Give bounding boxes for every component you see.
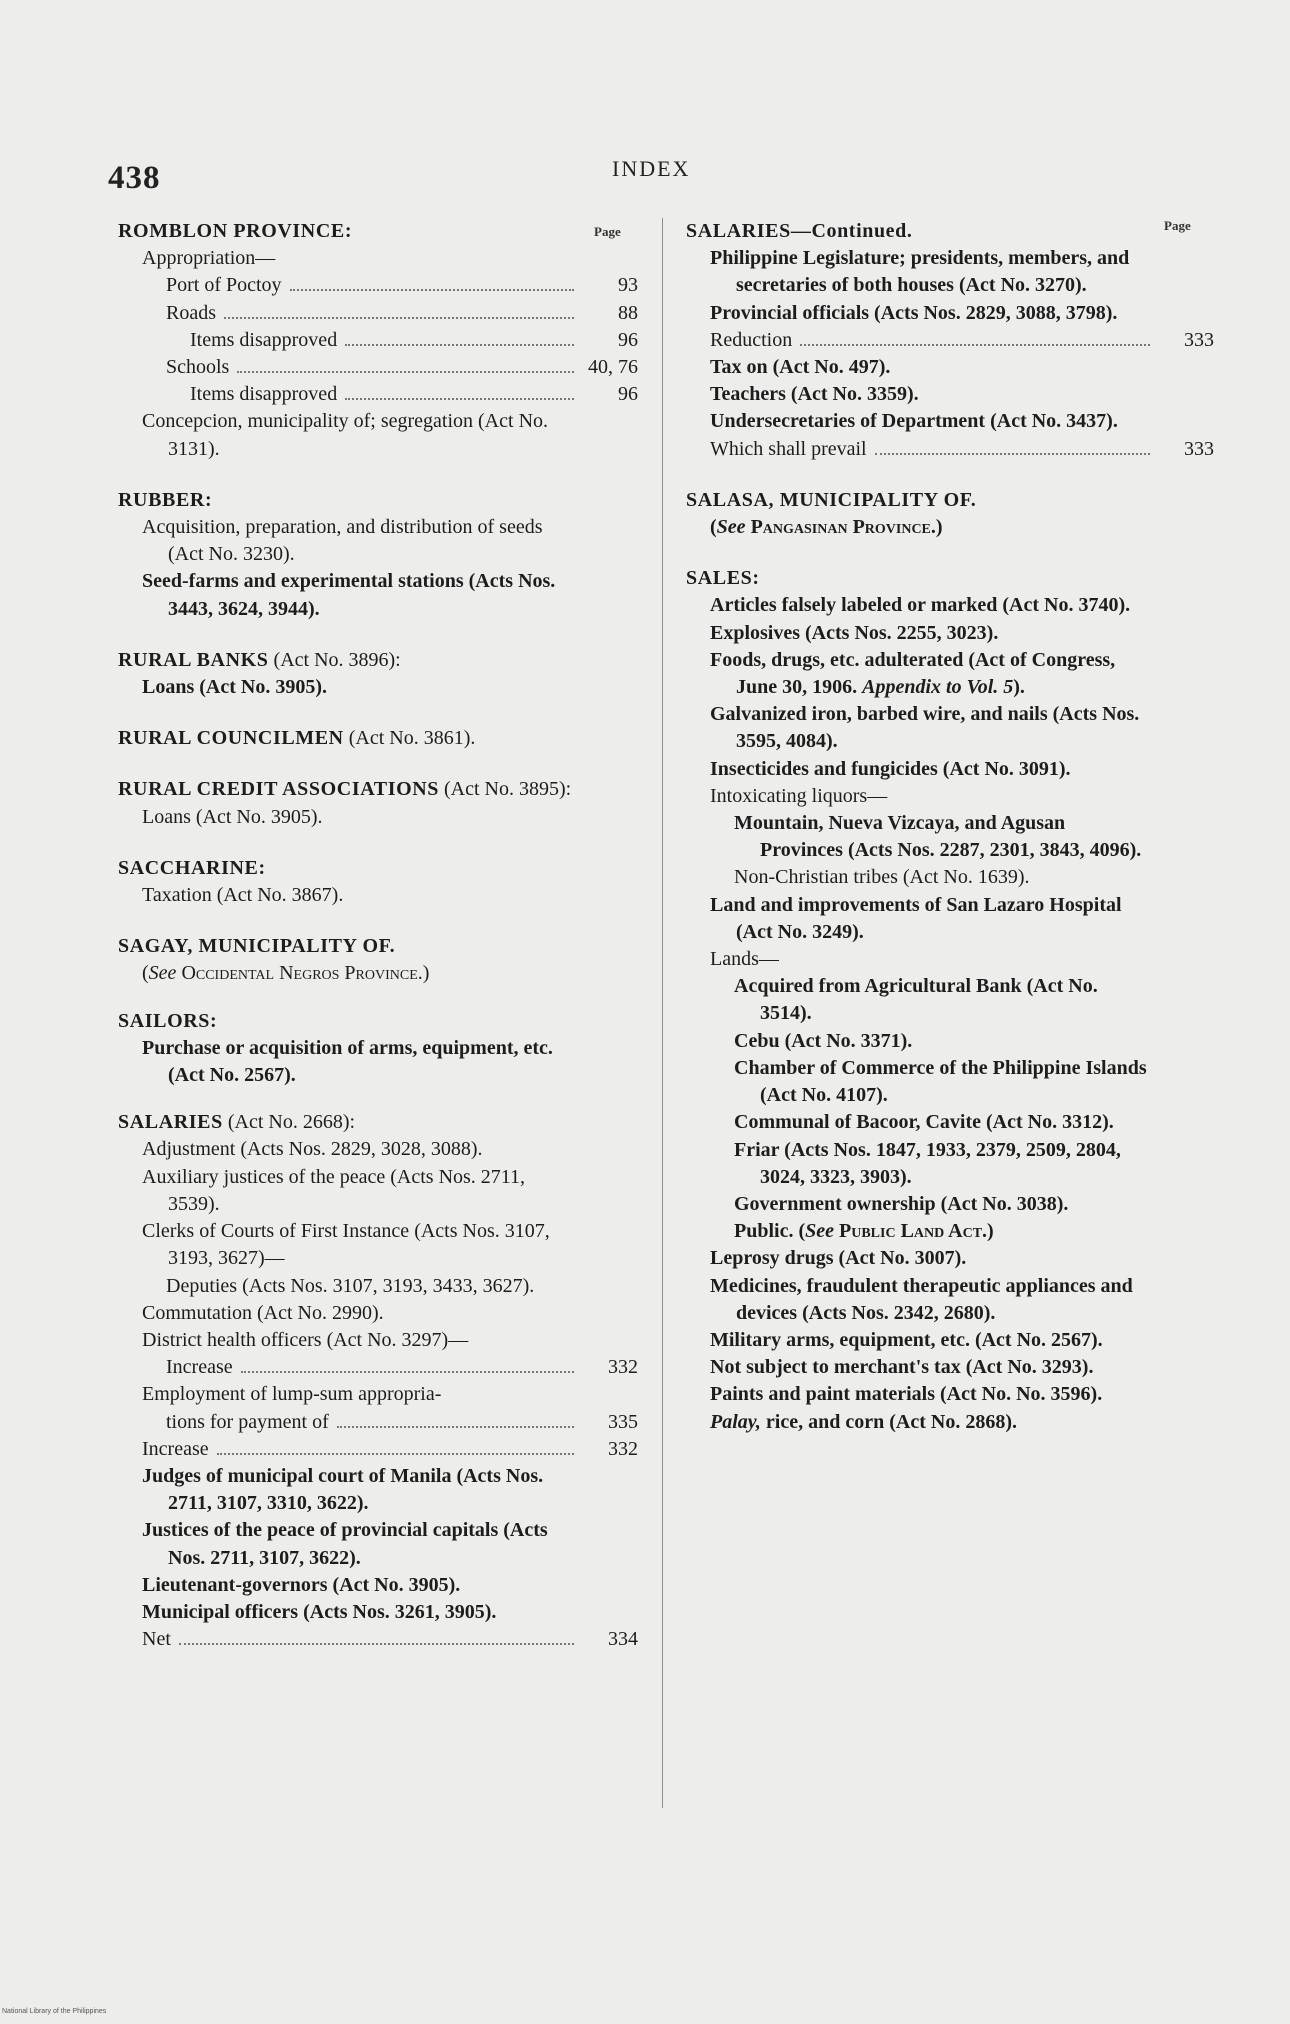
entry-communal-bacoor: Communal of Bacoor, Cavite (Act No. 3312). <box>734 1111 1114 1134</box>
entry-palay <box>686 1409 1214 1436</box>
entry-public: Public. (See Public Land Act.) <box>734 1220 994 1243</box>
entry-port-poctoy <box>118 272 638 299</box>
entry-land-san-lazaro: Land and improvements of San Lazaro Hospital (Act No. 3249). <box>710 893 1122 943</box>
leader-dots <box>337 1426 574 1428</box>
see-word: See <box>805 1220 835 1243</box>
heading-salaries <box>118 1109 638 1136</box>
entry-text: Increase <box>166 1356 233 1379</box>
entry-intoxicating-liquors: Intoxicating liquors— <box>710 784 888 807</box>
entry-chamber-of-commerce: Chamber of Commerce of the Philippine Islands (Act No. 4107). <box>734 1056 1147 1107</box>
entry-judges: Judges of municipal court of Manila (Acts Nos. 2711, 3107, 3310, 3622). <box>142 1464 544 1515</box>
heading-tail: (Act No. 3896): <box>268 648 401 671</box>
page-ref: 334 <box>608 1628 638 1651</box>
page-ref: 96 <box>618 328 638 351</box>
right-column <box>686 218 1214 1436</box>
entry-text: Reduction <box>710 328 793 351</box>
entry-undersecretaries: Undersecretaries of Department (Act No. 3437). <box>710 410 1118 433</box>
page-ref: 335 <box>608 1410 638 1433</box>
entry-commutation: Commutation (Act No. 2990). <box>142 1301 384 1324</box>
entry-merchants-tax: Not subject to merchant's tax (Act No. 3293). <box>710 1356 1094 1379</box>
entry-text: tions for payment of <box>166 1410 329 1433</box>
entry-roads <box>118 300 638 327</box>
entry-rubber-seed-farms: Seed-farms and experimental stations (Acts Nos. 3443, 3624, 3944). <box>142 570 556 620</box>
entry-concepcion: Concepcion, municipality of; segregation (Act No. 3131). <box>142 410 549 460</box>
leader-dots <box>179 1643 574 1645</box>
entry-text: Increase <box>142 1437 209 1460</box>
entry-government-ownership: Government ownership (Act No. 3038). <box>734 1192 1069 1215</box>
leader-dots <box>224 317 574 319</box>
paren-open: ( <box>142 962 149 985</box>
entry-provincial-officials: Provincial officials (Acts Nos. 2829, 3088, 3798). <box>710 301 1118 324</box>
page-ref: 332 <box>608 1437 638 1460</box>
paren-close: ) <box>935 516 943 539</box>
heading-sagay: SAGAY, MUNICIPALITY OF. <box>118 935 396 958</box>
entry-salasa-see <box>686 514 1214 541</box>
entry-employment: Employment of lump-sum appropria- <box>142 1383 442 1406</box>
entry-sailors-purchase: Purchase or acquisition of arms, equipment, etc. (Act No. 2567). <box>142 1036 553 1087</box>
entry-cebu: Cebu (Act No. 3371). <box>734 1029 913 1052</box>
heading-rural-banks <box>118 647 638 674</box>
entry-municipal-officers: Municipal officers (Acts Nos. 3261, 3905). <box>142 1600 497 1623</box>
page-column-label-left: Page <box>594 224 621 239</box>
leader-dots <box>290 289 574 291</box>
entry-galvanized-iron: Galvanized iron, barbed wire, and nails (Acts Nos. 3595, 4084). <box>710 703 1140 753</box>
page-ref: 333 <box>1184 328 1214 351</box>
entry-lands: Lands— <box>710 948 779 971</box>
entry-insecticides: Insecticides and fungicides (Act No. 3091). <box>710 757 1071 780</box>
entry-rubber-acquisition: Acquisition, preparation, and distribution of seeds (Act No. 3230). <box>142 516 543 566</box>
entry-increase <box>118 1436 638 1463</box>
heading-text: RURAL CREDIT ASSOCIATIONS <box>118 778 440 801</box>
paren-open: ( <box>710 516 717 539</box>
entry-articles-falsely-labeled: Articles falsely labeled or marked (Act No. 3740). <box>710 594 1131 617</box>
entry-appropriation: Appropriation— <box>142 247 276 270</box>
entry-increase <box>118 1354 638 1381</box>
heading-salasa: SALASA, MUNICIPALITY OF. <box>686 488 977 511</box>
cross-reference-link[interactable]: Pangasinan Province. <box>750 516 936 539</box>
leader-dots <box>345 398 574 400</box>
entry-text: Items disapproved <box>190 328 338 351</box>
entry-auxiliary-justices: Auxiliary justices of the peace (Acts Nos. 2711, 3539). <box>142 1165 526 1215</box>
heading-saccharine: SACCHARINE: <box>118 856 266 879</box>
entry-justices: Justices of the peace of provincial capitals (Acts Nos. 2711, 3107, 3622). <box>142 1519 548 1569</box>
leader-dots <box>237 371 574 373</box>
entry-deputies: Deputies (Acts Nos. 3107, 3193, 3433, 3627). <box>166 1274 535 1297</box>
entry-tax-on: Tax on (Act No. 497). <box>710 356 891 379</box>
entry-leprosy-drugs: Leprosy drugs (Act No. 3007). <box>710 1247 967 1270</box>
entry-non-christian-tribes: Non-Christian tribes (Act No. 1639). <box>734 866 1030 889</box>
entry-items-disapproved <box>118 327 638 354</box>
cross-reference-link[interactable]: Occidental Negros Province. <box>181 962 423 985</box>
entry-net <box>118 1626 638 1653</box>
entry-text: Net <box>142 1628 171 1651</box>
scan-footer: National Library of the Philippines <box>2 2008 107 2015</box>
leader-dots <box>800 344 1150 346</box>
page-number: 438 <box>108 160 161 196</box>
see-word: See <box>716 516 746 539</box>
entry-rural-banks-loans: Loans (Act No. 3905). <box>142 676 327 699</box>
heading-text: SALARIES <box>118 1111 223 1134</box>
entry-clerks: Clerks of Courts of First Instance (Acts Nos. 3107, 3193, 3627)— <box>142 1220 550 1270</box>
heading-romblon: ROMBLON PROVINCE: <box>118 220 353 242</box>
page-ref: 93 <box>618 274 638 297</box>
heading-sailors: SAILORS: <box>118 1009 218 1032</box>
see-word: See <box>148 962 177 985</box>
entry-text: Which shall prevail <box>710 437 867 460</box>
entry-text: Foods, drugs, etc. adulterated (Act of Congress, June 30, 1906. <box>710 648 1116 699</box>
heading-tail: (Act No. 3895): <box>439 778 572 801</box>
entry-teachers: Teachers (Act No. 3359). <box>710 383 919 406</box>
paren-close: ) <box>422 962 430 985</box>
leader-dots <box>241 1371 574 1373</box>
heading-text: RURAL BANKS <box>118 648 269 671</box>
heading-rural-councilmen <box>118 725 638 752</box>
entry-text: Schools <box>166 356 230 379</box>
entry-text: Public. <box>734 1220 794 1243</box>
page-ref: 40, 76 <box>588 356 638 379</box>
entry-text: Port of Poctoy <box>166 274 282 297</box>
entry-rural-credit-loans: Loans (Act No. 3905). <box>142 805 323 828</box>
entry-sagay-see <box>118 960 638 987</box>
cross-reference-link[interactable]: Public Land Act. <box>839 1220 988 1243</box>
column-divider <box>662 218 663 1808</box>
entry-explosives: Explosives (Acts Nos. 2255, 3023). <box>710 621 999 644</box>
entry-employment-cont <box>118 1409 638 1436</box>
running-head: INDEX <box>612 156 691 181</box>
entry-adjustment: Adjustment (Acts Nos. 2829, 3028, 3088). <box>142 1138 483 1161</box>
heading-rural-credit <box>118 776 638 803</box>
entry-which-shall-prevail <box>686 436 1214 463</box>
page-ref: 88 <box>618 301 638 324</box>
entry-saccharine-taxation: Taxation (Act No. 3867). <box>142 884 344 907</box>
heading-sales: SALES: <box>686 567 760 590</box>
leader-dots <box>217 1453 574 1455</box>
heading-text: RURAL COUNCILMEN <box>118 727 344 750</box>
entry-lieutenant-governors: Lieutenant-governors (Act No. 3905). <box>142 1573 461 1596</box>
page-ref: 96 <box>618 383 638 406</box>
heading-tail: (Act No. 3861). <box>343 727 476 750</box>
heading-salaries-continued: SALARIES—Continued. <box>686 220 913 242</box>
entry-district-health: District health officers (Act No. 3297)— <box>142 1328 469 1351</box>
leader-dots <box>345 344 574 346</box>
entry-schools <box>118 354 638 381</box>
entry-text: rice, and corn (Act No. 2868). <box>760 1410 1017 1433</box>
entry-text: Roads <box>166 301 216 324</box>
page-column-label-right: Page <box>1164 218 1191 233</box>
entry-end: ). <box>1013 676 1025 699</box>
entry-foods-drugs <box>686 647 1214 701</box>
leader-dots <box>875 453 1150 455</box>
appendix-ref: Appendix to Vol. 5 <box>862 676 1014 699</box>
entry-friar: Friar (Acts Nos. 1847, 1933, 2379, 2509, 2804, 3024, 3323, 3903). <box>734 1138 1121 1188</box>
entry-mountain-provinces: Mountain, Nueva Vizcaya, and Agusan Provinces (Acts Nos. 2287, 2301, 3843, 4096). <box>734 812 1142 862</box>
entry-medicines: Medicines, fraudulent therapeutic appliances and devices (Acts Nos. 2342, 2680). <box>710 1274 1133 1324</box>
entry-text: Items disapproved <box>190 383 338 406</box>
heading-rubber: RUBBER: <box>118 488 213 511</box>
entry-philippine-legislature: Philippine Legislature; presidents, members, and secretaries of both houses (Act No. 3270). <box>710 247 1130 297</box>
entry-military-arms: Military arms, equipment, etc. (Act No. 2567). <box>710 1328 1103 1351</box>
entry-acquired-agricultural-bank: Acquired from Agricultural Bank (Act No. 3514). <box>734 975 1098 1025</box>
entry-reduction <box>686 327 1214 354</box>
left-column <box>118 218 638 1653</box>
entry-paints: Paints and paint materials (Act No. No. 3596). <box>710 1383 1103 1406</box>
entry-italic: Palay, <box>710 1410 761 1433</box>
page-ref: 333 <box>1184 437 1214 460</box>
page-ref: 332 <box>608 1356 638 1379</box>
entry-items-disapproved <box>118 381 638 408</box>
heading-tail: (Act No. 2668): <box>222 1111 356 1134</box>
